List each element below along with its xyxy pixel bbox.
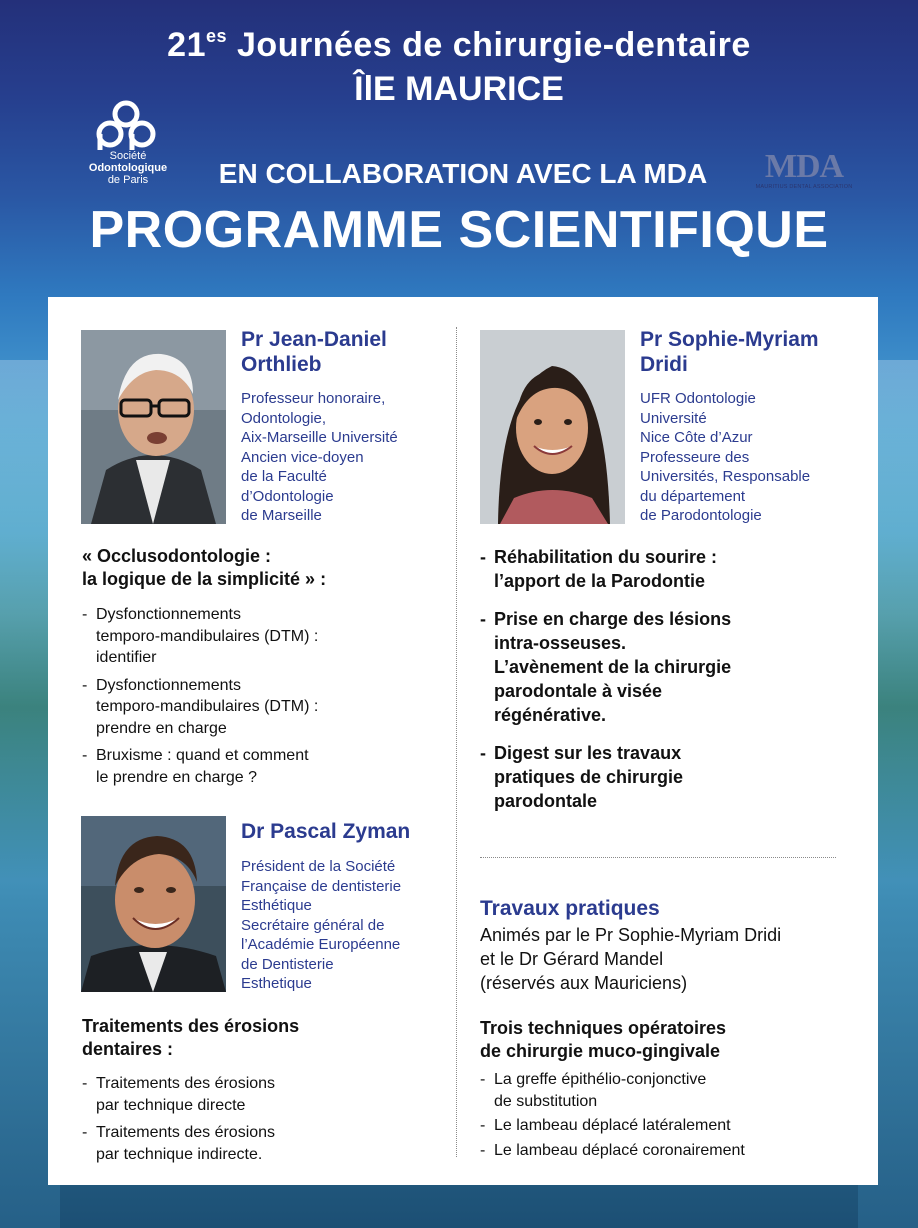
speaker-bio-zyman: Président de la Société Française de dentisterie Esthétique Secrétaire général de l’Académie Européenne de Dentisterie Esthetique: [241, 858, 402, 992]
collaboration-heading: EN COLLABORATION AVEC LA MDA: [218, 158, 708, 189]
travaux-title: Travaux pratiques: [480, 897, 660, 920]
speaker-photo-zyman: [81, 816, 226, 992]
list-item: - Dysfonctionnements temporo-mandibulaires (DTM) : prendre en charge: [82, 675, 422, 740]
sop-line1: Société: [109, 150, 147, 162]
mda-logo-letters: MDA: [764, 148, 844, 185]
speaker-name-orthlieb: Pr Jean-Daniel Orthlieb: [241, 328, 387, 376]
speaker-bio-orthlieb: Professeur honoraire, Odontologie, Aix-Marseille Université Ancien vice-doyen de la Faculté d’Odontologie de Marseille: [241, 390, 398, 524]
speaker-name-dridi: Pr Sophie-Myriam Dridi: [640, 328, 819, 376]
column-divider: [456, 327, 457, 1157]
speaker-photo-orthlieb: [81, 330, 226, 524]
travaux-list: [480, 1069, 860, 1164]
list-item: - Traitements des érosions par technique directe: [82, 1073, 422, 1116]
header: [0, 0, 918, 296]
speaker-photo-dridi: [480, 330, 625, 524]
speaker-bio-dridi: UFR Odontologie Université Nice Côte d’Azur Professeure des Universités, Responsable du département de Parodontologie: [640, 390, 811, 524]
program-panel: [48, 297, 878, 1185]
list-item: - Digest sur les travaux pratiques de chirurgie parodontale: [480, 741, 850, 813]
list-item: - Le lambeau déplacé latéralement: [480, 1115, 860, 1137]
speaker-name-zyman: Dr Pascal Zyman: [241, 820, 411, 843]
sop-line3: de Paris: [107, 174, 149, 186]
sop-logo-text: [80, 150, 176, 186]
list-item: - Prise en charge des lésions intra-osseuses. L’avènement de la chirurgie parodontale à visée régénérative.: [480, 607, 850, 727]
travaux-subtitle: Trois techniques opératoires de chirurgie muco-gingivale: [480, 1018, 727, 1061]
event-title: $21^{es}$ Journées de chirurgie-dentaire: [167, 26, 751, 64]
topic-list-erosions: [82, 1073, 422, 1171]
travaux-description: Animés par le Pr Sophie-Myriam Dridi et le Dr Gérard Mandel (réservés aux Mauriciens): [480, 925, 782, 993]
list-item: - Réhabilitation du sourire : l’apport de la Parodontie: [480, 545, 850, 593]
topic-list-parodontie: [480, 545, 850, 827]
topic-title-occlusodontologie: « Occlusodontologie : la logique de la simplicité » :: [82, 546, 327, 589]
mda-logo-subtitle: MAURITIUS DENTAL ASSOCIATION: [755, 184, 853, 190]
topic-list-occlusodontologie: [82, 604, 422, 794]
list-item: - Bruxisme : quand et comment le prendre en charge ?: [82, 745, 422, 788]
section-divider: [480, 857, 836, 858]
list-item: - Dysfonctionnements temporo-mandibulaires (DTM) : identifier: [82, 604, 422, 669]
topic-title-erosions: Traitements des érosions dentaires :: [82, 1016, 300, 1059]
event-location: ÎlE MAURICE: [354, 70, 564, 108]
programme-title: PROGRAMME SCIENTIFIQUE: [89, 201, 829, 259]
sop-line2: Odontologique: [88, 162, 168, 174]
list-item: - Traitements des érosions par technique indirecte.: [82, 1122, 422, 1165]
list-item: - La greffe épithélio-conjonctive de substitution: [480, 1069, 860, 1112]
list-item: - Le lambeau déplacé coronairement: [480, 1140, 860, 1162]
mda-logo: [754, 150, 854, 194]
